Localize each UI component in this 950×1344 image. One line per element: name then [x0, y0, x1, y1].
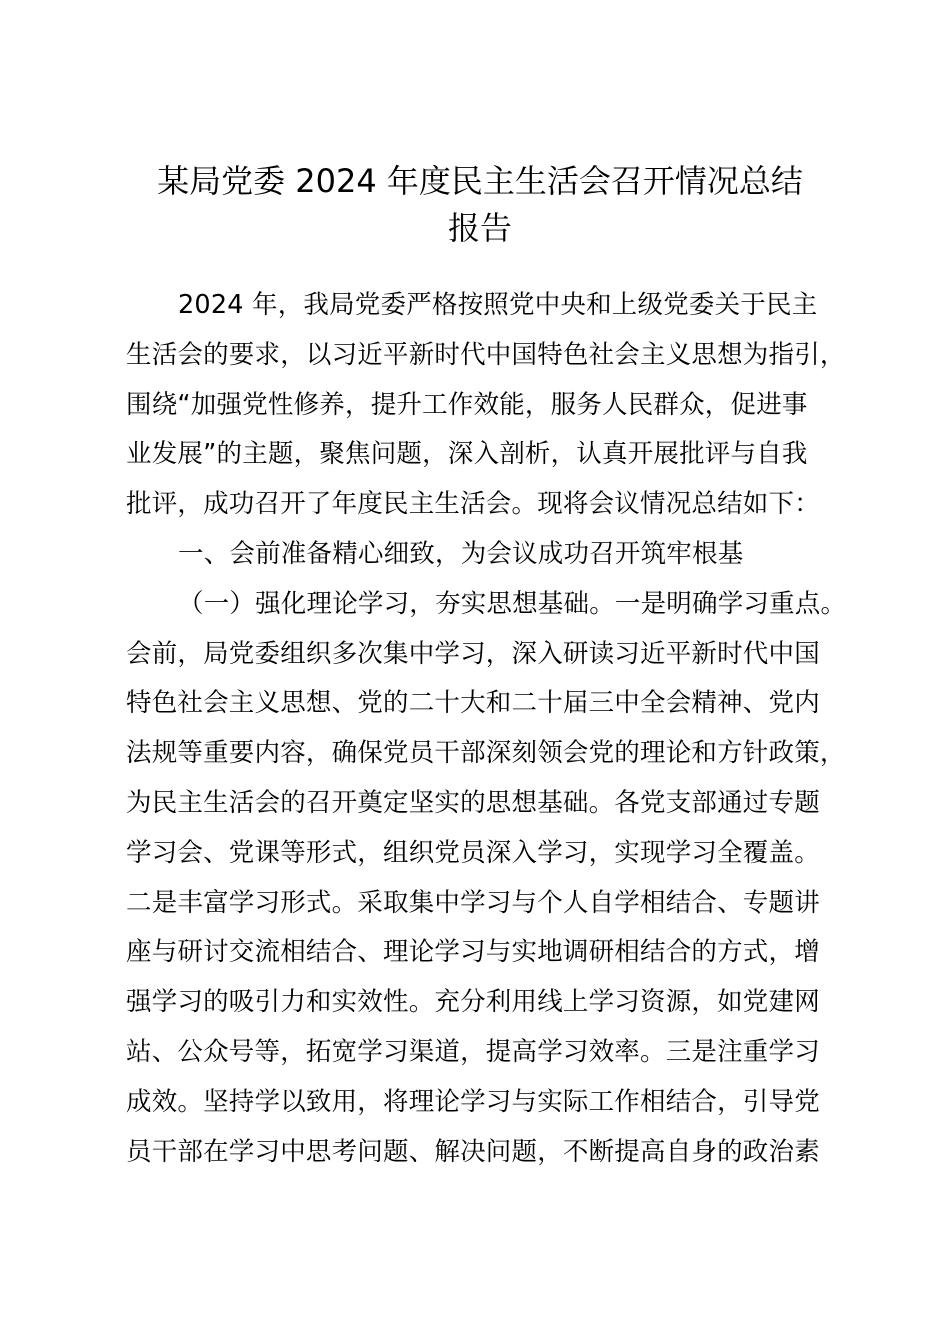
paragraph-intro-line: 生活会的要求，以习近平新时代中国特色社会主义思想为指引， — [126, 339, 846, 370]
subsection-paragraph-line: 员干部在学习中思考问题、解决问题，不断提高自身的政治素 — [126, 1136, 820, 1167]
document-body — [126, 281, 861, 1177]
subsection-paragraph-line: 法规等重要内容，确保党员干部深刻领会党的理论和方针政策， — [126, 738, 846, 769]
subsection-paragraph-line: 为民主生活会的召开奠定坚实的思想基础。各党支部通过专题 — [126, 787, 820, 818]
paragraph-intro-line: 业发展”的主题，聚焦问题，深入剖析，认真开展批评与自我 — [126, 439, 808, 470]
section-heading-1: 一、会前准备精心细致，为会议成功召开筑牢根基 — [178, 538, 744, 569]
paragraph-intro-line: 批评，成功召开了年度民主生活会。现将会议情况总结如下： — [126, 489, 820, 520]
title-line-2: 报告 — [447, 209, 512, 247]
subsection-paragraph-line: （一）强化理论学习，夯实思想基础。一是明确学习重点。 — [178, 588, 847, 619]
subsection-paragraph-line: 学习会、党课等形式，组织党员深入学习，实现学习全覆盖。 — [126, 837, 820, 868]
subsection-paragraph-line: 会前，局党委组织多次集中学习，深入研读习近平新时代中国 — [126, 638, 820, 669]
document-title — [120, 158, 840, 252]
title-line-1: 某局党委 2024 年度民主生活会召开情况总结 — [157, 162, 803, 200]
subsection-paragraph-line: 成效。坚持学以致用，将理论学习与实际工作相结合，引导党 — [126, 1086, 820, 1117]
subsection-paragraph-line: 二是丰富学习形式。采取集中学习与个人自学相结合、专题讲 — [126, 887, 820, 918]
subsection-paragraph-line: 特色社会主义思想、党的二十大和二十届三中全会精神、党内 — [126, 688, 820, 719]
subsection-paragraph-line: 座与研讨交流相结合、理论学习与实地调研相结合的方式，增 — [126, 937, 820, 968]
subsection-paragraph-line: 强学习的吸引力和实效性。充分利用线上学习资源，如党建网 — [126, 987, 820, 1018]
paragraph-intro-line: 2024 年，我局党委严格按照党中央和上级党委关于民主 — [178, 290, 818, 320]
subsection-paragraph-line: 站、公众号等，拓宽学习渠道，提高学习效率。三是注重学习 — [126, 1036, 820, 1067]
paragraph-intro-line: 围绕“加强党性修养，提升工作效能，服务人民群众，促进事 — [126, 389, 808, 420]
